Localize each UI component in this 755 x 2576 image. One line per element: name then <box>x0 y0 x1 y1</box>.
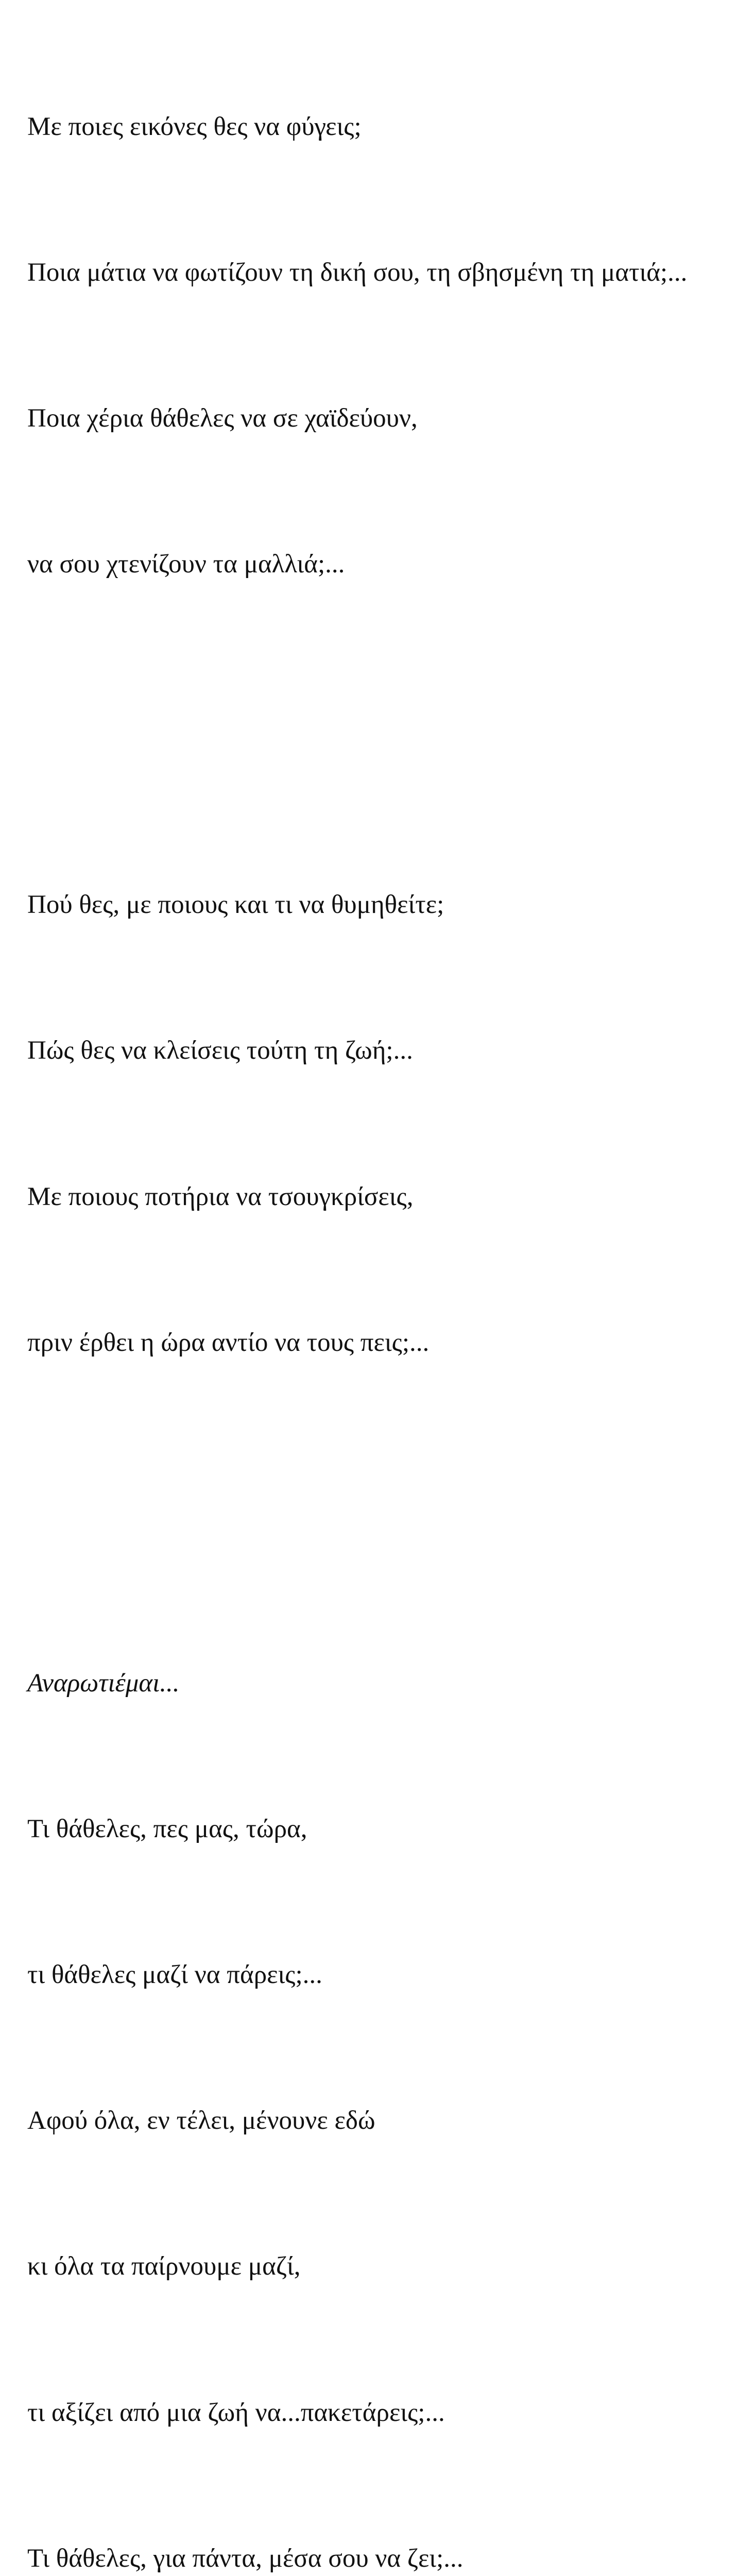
poem-line: Με ποιους ποτήρια να τσουγκρίσεις, <box>27 1182 414 1211</box>
poem-line: τι αξίζει από μια ζωή να...πακετάρεις;... <box>27 2398 445 2427</box>
poem-line: τι θάθελες μαζί να πάρεις;... <box>27 1960 322 1990</box>
poem-line: πριν έρθει η ώρα αντίο να τους πεις;... <box>27 1328 430 1357</box>
poem-text <box>27 5 738 2576</box>
poem-line: Με ποιες εικόνες θες να φύγεις; <box>27 112 362 141</box>
poem-line: Πώς θες να κλείσεις τούτη τη ζωή;... <box>27 1036 413 1065</box>
poem-line: Ποια μάτια να φωτίζουν τη δική σου, τη σβησμένη τη ματιά;... <box>27 258 688 287</box>
poem-line: Τι θάθελες, για πάντα, μέσα σου να ζει;... <box>27 2544 464 2573</box>
poem-line: Ποια χέρια θάθελες να σε χαϊδεύουν, <box>27 404 418 433</box>
stanza-break <box>27 686 738 735</box>
refrain-line: Αναρωτιέμαι... <box>27 1668 180 1698</box>
poem-line: Τι θάθελες, πες μας, τώρα, <box>27 1814 307 1843</box>
poem-line: κι όλα τα παίρνουμε μαζί, <box>27 2252 301 2281</box>
poem-line: Αφού όλα, εν τέλει, μένουνε εδώ <box>27 2106 375 2136</box>
stanza-break <box>27 1464 738 1513</box>
poem-line: Πού θες, με ποιους και τι να θυμηθείτε; <box>27 890 444 920</box>
poem-line: να σου χτενίζουν τα μαλλιά;... <box>27 550 345 579</box>
